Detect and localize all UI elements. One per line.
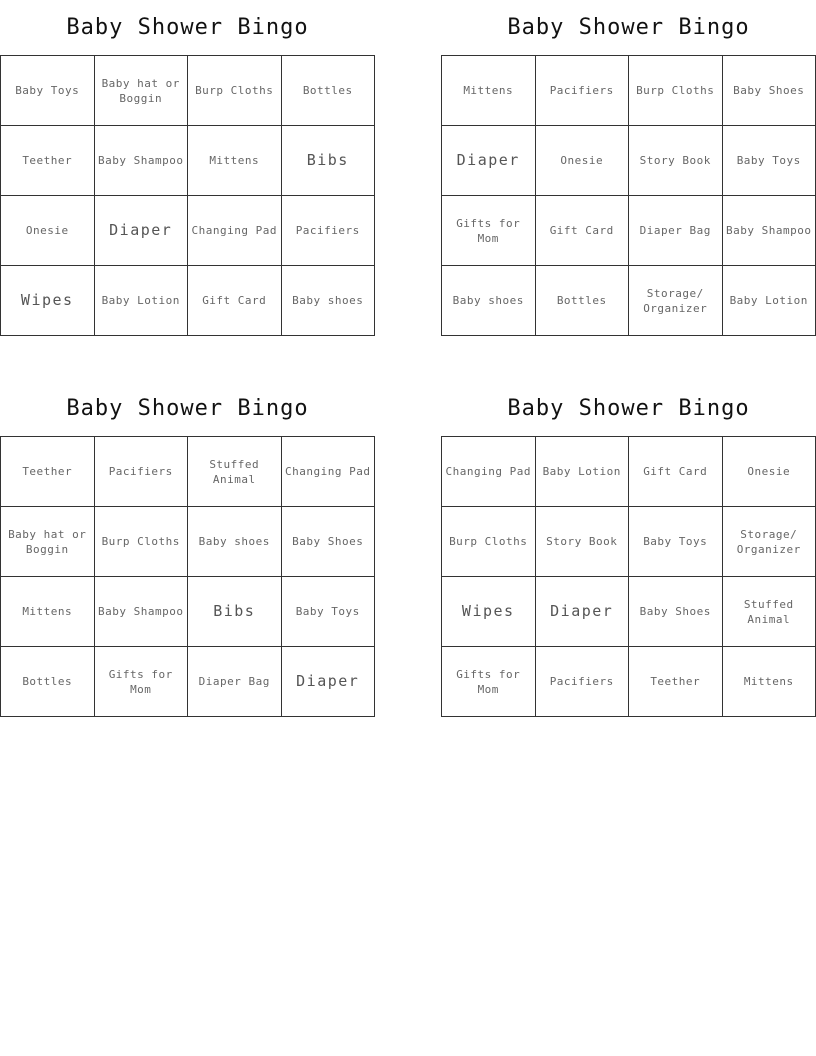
bingo-cell: Gift Card <box>188 266 282 336</box>
bingo-cell: Baby Lotion <box>95 266 189 336</box>
bingo-cell: Gifts for Mom <box>95 647 189 717</box>
bingo-cell: Baby Lotion <box>723 266 816 336</box>
bingo-cell: Mittens <box>188 126 282 196</box>
bingo-cell: Baby shoes <box>188 507 282 577</box>
bingo-cell: Mittens <box>442 56 536 126</box>
bingo-cell: Wipes <box>1 266 95 336</box>
bingo-cell: Teether <box>1 126 95 196</box>
bingo-cell: Wipes <box>442 577 536 647</box>
bingo-cell: Changing Pad <box>282 437 376 507</box>
bingo-cell: Baby Toys <box>723 126 816 196</box>
bingo-card-3 <box>0 381 375 717</box>
bingo-cell: Stuffed Animal <box>188 437 282 507</box>
bingo-cell: Baby hat or Boggin <box>95 56 189 126</box>
bingo-cell: Pacifiers <box>536 56 630 126</box>
bingo-cell: Gifts for Mom <box>442 647 536 717</box>
bingo-card-4 <box>441 381 816 717</box>
bingo-cell: Mittens <box>1 577 95 647</box>
bingo-cell: Story Book <box>536 507 630 577</box>
bingo-cell: Diaper <box>536 577 630 647</box>
bingo-cell: Burp Cloths <box>442 507 536 577</box>
bingo-cell: Story Book <box>629 126 723 196</box>
bingo-cell: Baby Toys <box>1 56 95 126</box>
bingo-cell: Baby Shoes <box>629 577 723 647</box>
bingo-cell: Teether <box>1 437 95 507</box>
bingo-cell: Burp Cloths <box>188 56 282 126</box>
bingo-cell: Changing Pad <box>442 437 536 507</box>
bingo-cell: Burp Cloths <box>95 507 189 577</box>
bingo-cell: Diaper <box>442 126 536 196</box>
bingo-cell: Baby Toys <box>629 507 723 577</box>
bingo-cell: Bottles <box>536 266 630 336</box>
bingo-grid <box>441 436 816 717</box>
bingo-cell: Storage/ Organizer <box>723 507 816 577</box>
bingo-cell: Diaper <box>95 196 189 266</box>
bingo-cell: Pacifiers <box>536 647 630 717</box>
bingo-cell: Baby Lotion <box>536 437 630 507</box>
bingo-cell: Pacifiers <box>282 196 376 266</box>
bingo-cell: Gift Card <box>536 196 630 266</box>
bingo-cell: Onesie <box>536 126 630 196</box>
bingo-cell: Changing Pad <box>188 196 282 266</box>
bingo-cell: Gifts for Mom <box>442 196 536 266</box>
bingo-grid <box>0 436 375 717</box>
bingo-cell: Baby Shoes <box>723 56 816 126</box>
bingo-cell: Baby hat or Boggin <box>1 507 95 577</box>
bingo-cell: Stuffed Animal <box>723 577 816 647</box>
bingo-cell: Diaper Bag <box>188 647 282 717</box>
bingo-cell: Baby Shampoo <box>95 577 189 647</box>
bingo-cell: Pacifiers <box>95 437 189 507</box>
bingo-cell: Bottles <box>282 56 376 126</box>
bingo-cell: Diaper Bag <box>629 196 723 266</box>
bingo-cell: Bibs <box>282 126 376 196</box>
bingo-cell: Burp Cloths <box>629 56 723 126</box>
bingo-cell: Teether <box>629 647 723 717</box>
card-title: Baby Shower Bingo <box>507 15 750 40</box>
bingo-cell: Baby Shampoo <box>723 196 816 266</box>
bingo-cell: Onesie <box>1 196 95 266</box>
bingo-cell: Baby Shampoo <box>95 126 189 196</box>
bingo-cell: Baby shoes <box>442 266 536 336</box>
bingo-cell: Onesie <box>723 437 816 507</box>
bingo-cell: Diaper <box>282 647 376 717</box>
bingo-cell: Baby shoes <box>282 266 376 336</box>
card-title: Baby Shower Bingo <box>66 15 309 40</box>
bingo-grid <box>0 55 375 336</box>
bingo-card-2 <box>441 0 816 336</box>
bingo-cell: Baby Toys <box>282 577 376 647</box>
bingo-cell: Bottles <box>1 647 95 717</box>
bingo-card-1 <box>0 0 375 336</box>
bingo-cell: Mittens <box>723 647 816 717</box>
card-title: Baby Shower Bingo <box>507 396 750 421</box>
bingo-grid <box>441 55 816 336</box>
card-title: Baby Shower Bingo <box>66 396 309 421</box>
bingo-cell: Baby Shoes <box>282 507 376 577</box>
bingo-cell: Gift Card <box>629 437 723 507</box>
bingo-cell: Storage/ Organizer <box>629 266 723 336</box>
bingo-cell: Bibs <box>188 577 282 647</box>
